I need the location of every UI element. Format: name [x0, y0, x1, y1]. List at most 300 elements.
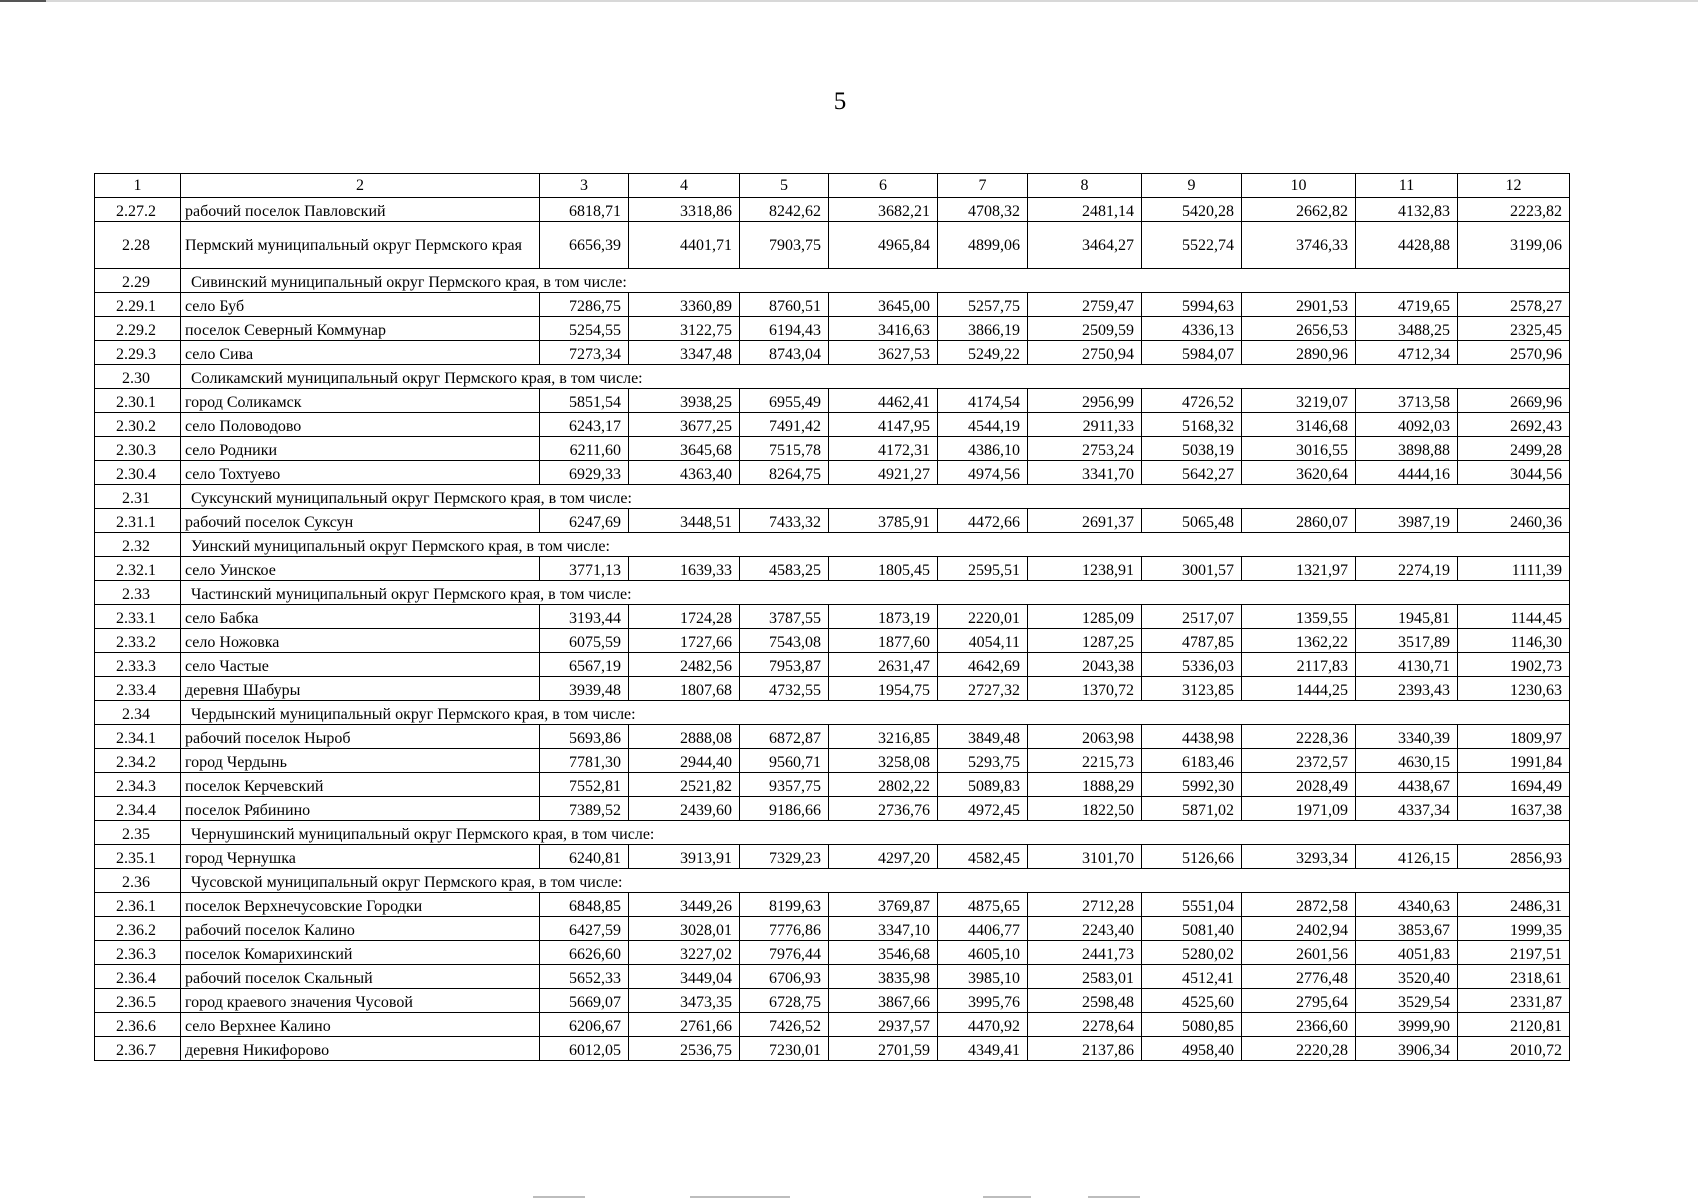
value-cell: 4428,88: [1356, 222, 1458, 269]
value-cell: 4525,60: [1142, 989, 1242, 1013]
table-row: [95, 341, 1570, 365]
value-cell: 2517,07: [1142, 605, 1242, 629]
value-cell: 3645,00: [829, 293, 938, 317]
value-cell: 2669,96: [1458, 389, 1570, 413]
column-number: 11: [1356, 174, 1458, 198]
value-cell: 3898,88: [1356, 437, 1458, 461]
settlement-name: деревня Никифорово: [181, 1037, 540, 1061]
table-row: [95, 198, 1570, 222]
row-number: 2.32.1: [95, 557, 181, 581]
section-row: [95, 365, 1570, 389]
value-cell: 7543,08: [740, 629, 829, 653]
value-cell: 3769,87: [829, 893, 938, 917]
value-cell: 2712,28: [1028, 893, 1142, 917]
value-cell: 2956,99: [1028, 389, 1142, 413]
value-cell: 4054,11: [938, 629, 1028, 653]
column-number: 12: [1458, 174, 1570, 198]
value-cell: 2937,57: [829, 1013, 938, 1037]
value-cell: 4147,95: [829, 413, 938, 437]
row-number: 2.33.3: [95, 653, 181, 677]
table-row: [95, 989, 1570, 1013]
row-number: 2.33.2: [95, 629, 181, 653]
settlement-name: село Бабка: [181, 605, 540, 629]
value-cell: 1321,97: [1242, 557, 1356, 581]
value-cell: 5984,07: [1142, 341, 1242, 365]
value-cell: 5038,19: [1142, 437, 1242, 461]
row-number: 2.33.4: [95, 677, 181, 701]
value-cell: 5280,02: [1142, 941, 1242, 965]
value-cell: 3146,68: [1242, 413, 1356, 437]
table-row: [95, 509, 1570, 533]
value-cell: 4444,16: [1356, 461, 1458, 485]
value-cell: 5551,04: [1142, 893, 1242, 917]
value-cell: 5420,28: [1142, 198, 1242, 222]
value-cell: 2482,56: [629, 653, 740, 677]
row-number: 2.30.3: [95, 437, 181, 461]
table-row: [95, 797, 1570, 821]
value-cell: 3416,63: [829, 317, 938, 341]
row-number: 2.28: [95, 222, 181, 269]
value-cell: 3771,13: [540, 557, 629, 581]
value-cell: 6247,69: [540, 509, 629, 533]
value-cell: 2228,36: [1242, 725, 1356, 749]
value-cell: 3677,25: [629, 413, 740, 437]
value-cell: 5126,66: [1142, 845, 1242, 869]
column-number: 10: [1242, 174, 1356, 198]
value-cell: 7976,44: [740, 941, 829, 965]
value-cell: 4921,27: [829, 461, 938, 485]
value-cell: 1971,09: [1242, 797, 1356, 821]
value-cell: 4605,10: [938, 941, 1028, 965]
value-cell: 2137,86: [1028, 1037, 1142, 1061]
value-cell: 3016,55: [1242, 437, 1356, 461]
value-cell: 4899,06: [938, 222, 1028, 269]
value-cell: 6728,75: [740, 989, 829, 1013]
value-cell: 4719,65: [1356, 293, 1458, 317]
row-number: 2.34.1: [95, 725, 181, 749]
value-cell: 4130,71: [1356, 653, 1458, 677]
value-cell: 1285,09: [1028, 605, 1142, 629]
section-row: [95, 869, 1570, 893]
value-cell: 2274,19: [1356, 557, 1458, 581]
row-number: 2.29: [95, 269, 181, 293]
value-cell: 4787,85: [1142, 629, 1242, 653]
value-cell: 3449,04: [629, 965, 740, 989]
value-cell: 3347,10: [829, 917, 938, 941]
value-cell: 3347,48: [629, 341, 740, 365]
value-cell: 6567,19: [540, 653, 629, 677]
column-number: 7: [938, 174, 1028, 198]
value-cell: 8760,51: [740, 293, 829, 317]
value-cell: 1873,19: [829, 605, 938, 629]
value-cell: 3340,39: [1356, 725, 1458, 749]
value-cell: 4732,55: [740, 677, 829, 701]
value-cell: 2656,53: [1242, 317, 1356, 341]
value-cell: 2856,93: [1458, 845, 1570, 869]
value-cell: 2761,66: [629, 1013, 740, 1037]
page-number: 5: [833, 88, 847, 115]
row-number: 2.35: [95, 821, 181, 845]
value-cell: 4297,20: [829, 845, 938, 869]
value-cell: 2318,61: [1458, 965, 1570, 989]
value-cell: 6929,33: [540, 461, 629, 485]
value-cell: 2331,87: [1458, 989, 1570, 1013]
row-number: 2.29.3: [95, 341, 181, 365]
value-cell: 4401,71: [629, 222, 740, 269]
value-cell: 2601,56: [1242, 941, 1356, 965]
value-cell: 2578,27: [1458, 293, 1570, 317]
settlement-name: рабочий поселок Ныроб: [181, 725, 540, 749]
value-cell: 4958,40: [1142, 1037, 1242, 1061]
value-cell: 2439,60: [629, 797, 740, 821]
column-number: 4: [629, 174, 740, 198]
section-row: [95, 269, 1570, 293]
column-number: 3: [540, 174, 629, 198]
value-cell: 4051,83: [1356, 941, 1458, 965]
value-cell: 2583,01: [1028, 965, 1142, 989]
value-cell: 2460,36: [1458, 509, 1570, 533]
value-cell: 2691,37: [1028, 509, 1142, 533]
value-cell: 7433,32: [740, 509, 829, 533]
value-cell: 4726,52: [1142, 389, 1242, 413]
value-cell: 4642,69: [938, 653, 1028, 677]
value-cell: 2197,51: [1458, 941, 1570, 965]
value-cell: 7552,81: [540, 773, 629, 797]
value-cell: 1287,25: [1028, 629, 1142, 653]
column-number: 8: [1028, 174, 1142, 198]
value-cell: 6656,39: [540, 222, 629, 269]
value-cell: 7329,23: [740, 845, 829, 869]
value-cell: 1805,45: [829, 557, 938, 581]
value-cell: 2692,43: [1458, 413, 1570, 437]
value-cell: 4708,32: [938, 198, 1028, 222]
value-cell: 6075,59: [540, 629, 629, 653]
value-cell: 3682,21: [829, 198, 938, 222]
row-number: 2.30: [95, 365, 181, 389]
value-cell: 5081,40: [1142, 917, 1242, 941]
value-cell: 7776,86: [740, 917, 829, 941]
settlement-name: рабочий поселок Калино: [181, 917, 540, 941]
value-cell: 3199,06: [1458, 222, 1570, 269]
value-cell: 4712,34: [1356, 341, 1458, 365]
section-title: Чердынский муниципальный округ Пермского края, в том числе:: [181, 701, 1570, 725]
value-cell: 6206,67: [540, 1013, 629, 1037]
value-cell: 4965,84: [829, 222, 938, 269]
table-row: [95, 317, 1570, 341]
value-cell: 3449,26: [629, 893, 740, 917]
value-cell: 4386,10: [938, 437, 1028, 461]
value-cell: 3517,89: [1356, 629, 1458, 653]
value-cell: 2372,57: [1242, 749, 1356, 773]
row-number: 2.30.4: [95, 461, 181, 485]
row-number: 2.36.4: [95, 965, 181, 989]
table-row: [95, 941, 1570, 965]
value-cell: 2278,64: [1028, 1013, 1142, 1037]
value-cell: 3746,33: [1242, 222, 1356, 269]
settlement-name: рабочий поселок Павловский: [181, 198, 540, 222]
value-cell: 1639,33: [629, 557, 740, 581]
row-number: 2.34.3: [95, 773, 181, 797]
value-cell: 3464,27: [1028, 222, 1142, 269]
value-cell: 6240,81: [540, 845, 629, 869]
value-cell: 3318,86: [629, 198, 740, 222]
settlement-name: село Буб: [181, 293, 540, 317]
value-cell: 6194,43: [740, 317, 829, 341]
section-title: Частинский муниципальный округ Пермского края, в том числе:: [181, 581, 1570, 605]
value-cell: 3853,67: [1356, 917, 1458, 941]
value-cell: 3529,54: [1356, 989, 1458, 1013]
value-cell: 6243,17: [540, 413, 629, 437]
value-cell: 4349,41: [938, 1037, 1028, 1061]
value-cell: 6818,71: [540, 198, 629, 222]
value-cell: 2727,32: [938, 677, 1028, 701]
table-row: [95, 1037, 1570, 1061]
table-row: [95, 653, 1570, 677]
value-cell: 2595,51: [938, 557, 1028, 581]
value-cell: 9357,75: [740, 773, 829, 797]
value-cell: 5992,30: [1142, 773, 1242, 797]
section-title: Чернушинский муниципальный округ Пермского края, в том числе:: [181, 821, 1570, 845]
value-cell: 7903,75: [740, 222, 829, 269]
table-row: [95, 725, 1570, 749]
value-cell: 6706,93: [740, 965, 829, 989]
value-cell: 3867,66: [829, 989, 938, 1013]
value-cell: 7953,87: [740, 653, 829, 677]
section-title: Чусовской муниципальный округ Пермского края, в том числе:: [181, 869, 1570, 893]
settlement-name: село Половодово: [181, 413, 540, 437]
value-cell: 3835,98: [829, 965, 938, 989]
column-number: 6: [829, 174, 938, 198]
value-cell: 3219,07: [1242, 389, 1356, 413]
value-cell: 3713,58: [1356, 389, 1458, 413]
value-cell: 3939,48: [540, 677, 629, 701]
settlement-name: село Сива: [181, 341, 540, 365]
settlement-name: село Уинское: [181, 557, 540, 581]
value-cell: 3985,10: [938, 965, 1028, 989]
value-cell: 3520,40: [1356, 965, 1458, 989]
value-cell: 1999,35: [1458, 917, 1570, 941]
value-cell: 5257,75: [938, 293, 1028, 317]
scan-mark: [533, 1196, 585, 1198]
value-cell: 6211,60: [540, 437, 629, 461]
value-cell: 8743,04: [740, 341, 829, 365]
value-cell: 7491,42: [740, 413, 829, 437]
value-cell: 3787,55: [740, 605, 829, 629]
value-cell: 6848,85: [540, 893, 629, 917]
table-row: [95, 437, 1570, 461]
value-cell: 2631,47: [829, 653, 938, 677]
settlement-name: рабочий поселок Суксун: [181, 509, 540, 533]
value-cell: 2402,94: [1242, 917, 1356, 941]
value-cell: 5693,86: [540, 725, 629, 749]
settlement-name: село Родники: [181, 437, 540, 461]
value-cell: 9560,71: [740, 749, 829, 773]
row-number: 2.36.3: [95, 941, 181, 965]
value-cell: 2043,38: [1028, 653, 1142, 677]
table-row: [95, 845, 1570, 869]
row-number: 2.36.5: [95, 989, 181, 1013]
value-cell: 2223,82: [1458, 198, 1570, 222]
section-title: Суксунский муниципальный округ Пермского края, в том числе:: [181, 485, 1570, 509]
value-cell: 1727,66: [629, 629, 740, 653]
value-cell: 3999,90: [1356, 1013, 1458, 1037]
value-cell: 1238,91: [1028, 557, 1142, 581]
value-cell: 2944,40: [629, 749, 740, 773]
value-cell: 1694,49: [1458, 773, 1570, 797]
value-cell: 3906,34: [1356, 1037, 1458, 1061]
table-row: [95, 629, 1570, 653]
value-cell: 4470,92: [938, 1013, 1028, 1037]
value-cell: 7426,52: [740, 1013, 829, 1037]
value-cell: 7273,34: [540, 341, 629, 365]
value-cell: 5065,48: [1142, 509, 1242, 533]
value-cell: 3627,53: [829, 341, 938, 365]
settlement-name: город Чернушка: [181, 845, 540, 869]
value-cell: 7515,78: [740, 437, 829, 461]
section-row: [95, 581, 1570, 605]
value-cell: 5168,32: [1142, 413, 1242, 437]
value-cell: 3866,19: [938, 317, 1028, 341]
settlement-name: село Частые: [181, 653, 540, 677]
value-cell: 4092,03: [1356, 413, 1458, 437]
value-cell: 4630,15: [1356, 749, 1458, 773]
value-cell: 5089,83: [938, 773, 1028, 797]
value-cell: 3620,64: [1242, 461, 1356, 485]
value-cell: 1230,63: [1458, 677, 1570, 701]
column-number: 1: [95, 174, 181, 198]
scan-mark: [690, 1196, 790, 1198]
value-cell: 3995,76: [938, 989, 1028, 1013]
value-cell: 2750,94: [1028, 341, 1142, 365]
value-cell: 5522,74: [1142, 222, 1242, 269]
column-number: 2: [181, 174, 540, 198]
value-cell: 8199,63: [740, 893, 829, 917]
value-cell: 2536,75: [629, 1037, 740, 1061]
value-cell: 4438,98: [1142, 725, 1242, 749]
row-number: 2.36.2: [95, 917, 181, 941]
section-title: Уинский муниципальный округ Пермского края, в том числе:: [181, 533, 1570, 557]
value-cell: 4340,63: [1356, 893, 1458, 917]
value-cell: 5642,27: [1142, 461, 1242, 485]
value-cell: 5293,75: [938, 749, 1028, 773]
value-cell: 4438,67: [1356, 773, 1458, 797]
value-cell: 4472,66: [938, 509, 1028, 533]
value-cell: 7389,52: [540, 797, 629, 821]
value-cell: 4582,45: [938, 845, 1028, 869]
value-cell: 4363,40: [629, 461, 740, 485]
settlement-name: поселок Керчевский: [181, 773, 540, 797]
row-number: 2.36.6: [95, 1013, 181, 1037]
value-cell: 2795,64: [1242, 989, 1356, 1013]
settlement-name: поселок Комарихинский: [181, 941, 540, 965]
value-cell: 2393,43: [1356, 677, 1458, 701]
row-number: 2.31.1: [95, 509, 181, 533]
value-cell: 6012,05: [540, 1037, 629, 1061]
table-row: [95, 605, 1570, 629]
value-cell: 9186,66: [740, 797, 829, 821]
value-cell: 2441,73: [1028, 941, 1142, 965]
section-row: [95, 533, 1570, 557]
row-number: 2.31: [95, 485, 181, 509]
value-cell: 2759,47: [1028, 293, 1142, 317]
value-cell: 2481,14: [1028, 198, 1142, 222]
table-row: [95, 749, 1570, 773]
settlement-name: город Чердынь: [181, 749, 540, 773]
row-number: 2.30.1: [95, 389, 181, 413]
value-cell: 2802,22: [829, 773, 938, 797]
value-cell: 1370,72: [1028, 677, 1142, 701]
value-cell: 2901,53: [1242, 293, 1356, 317]
row-number: 2.36.7: [95, 1037, 181, 1061]
row-number: 2.36: [95, 869, 181, 893]
value-cell: 6872,87: [740, 725, 829, 749]
value-cell: 1809,97: [1458, 725, 1570, 749]
value-cell: 3293,34: [1242, 845, 1356, 869]
value-cell: 1877,60: [829, 629, 938, 653]
value-cell: 3448,51: [629, 509, 740, 533]
table-row: [95, 293, 1570, 317]
value-cell: 2890,96: [1242, 341, 1356, 365]
value-cell: 3987,19: [1356, 509, 1458, 533]
value-cell: 2325,45: [1458, 317, 1570, 341]
value-cell: 2736,76: [829, 797, 938, 821]
value-cell: 1359,55: [1242, 605, 1356, 629]
settlement-name: поселок Верхнечусовские Городки: [181, 893, 540, 917]
value-cell: 3044,56: [1458, 461, 1570, 485]
row-number: 2.33: [95, 581, 181, 605]
value-cell: 6955,49: [740, 389, 829, 413]
table-row: [95, 677, 1570, 701]
table-row: [95, 965, 1570, 989]
value-cell: 2872,58: [1242, 893, 1356, 917]
value-cell: 1146,30: [1458, 629, 1570, 653]
row-number: 2.29.2: [95, 317, 181, 341]
value-cell: 2028,49: [1242, 773, 1356, 797]
value-cell: 1724,28: [629, 605, 740, 629]
value-cell: 2220,28: [1242, 1037, 1356, 1061]
table-row: [95, 1013, 1570, 1037]
value-cell: 3341,70: [1028, 461, 1142, 485]
value-cell: 3849,48: [938, 725, 1028, 749]
scan-mark: [1088, 1196, 1140, 1198]
section-title: Сивинский муниципальный округ Пермского края, в том числе:: [181, 269, 1570, 293]
value-cell: 5994,63: [1142, 293, 1242, 317]
value-cell: 5652,33: [540, 965, 629, 989]
row-number: 2.34.4: [95, 797, 181, 821]
row-number: 2.27.2: [95, 198, 181, 222]
settlement-name: поселок Северный Коммунар: [181, 317, 540, 341]
value-cell: 5669,07: [540, 989, 629, 1013]
value-cell: 3360,89: [629, 293, 740, 317]
value-cell: 4462,41: [829, 389, 938, 413]
table-row: [95, 461, 1570, 485]
scan-mark: [983, 1196, 1031, 1198]
value-cell: 2701,59: [829, 1037, 938, 1061]
value-cell: 7286,75: [540, 293, 629, 317]
settlement-name: поселок Рябинино: [181, 797, 540, 821]
value-cell: 1144,45: [1458, 605, 1570, 629]
scan-corner-mark: [0, 0, 46, 2]
value-cell: 7781,30: [540, 749, 629, 773]
value-cell: 1945,81: [1356, 605, 1458, 629]
value-cell: 8264,75: [740, 461, 829, 485]
value-cell: 3001,57: [1142, 557, 1242, 581]
table-body: [95, 174, 1570, 1061]
value-cell: 4512,41: [1142, 965, 1242, 989]
value-cell: 6427,59: [540, 917, 629, 941]
row-number: 2.29.1: [95, 293, 181, 317]
value-cell: 1902,73: [1458, 653, 1570, 677]
